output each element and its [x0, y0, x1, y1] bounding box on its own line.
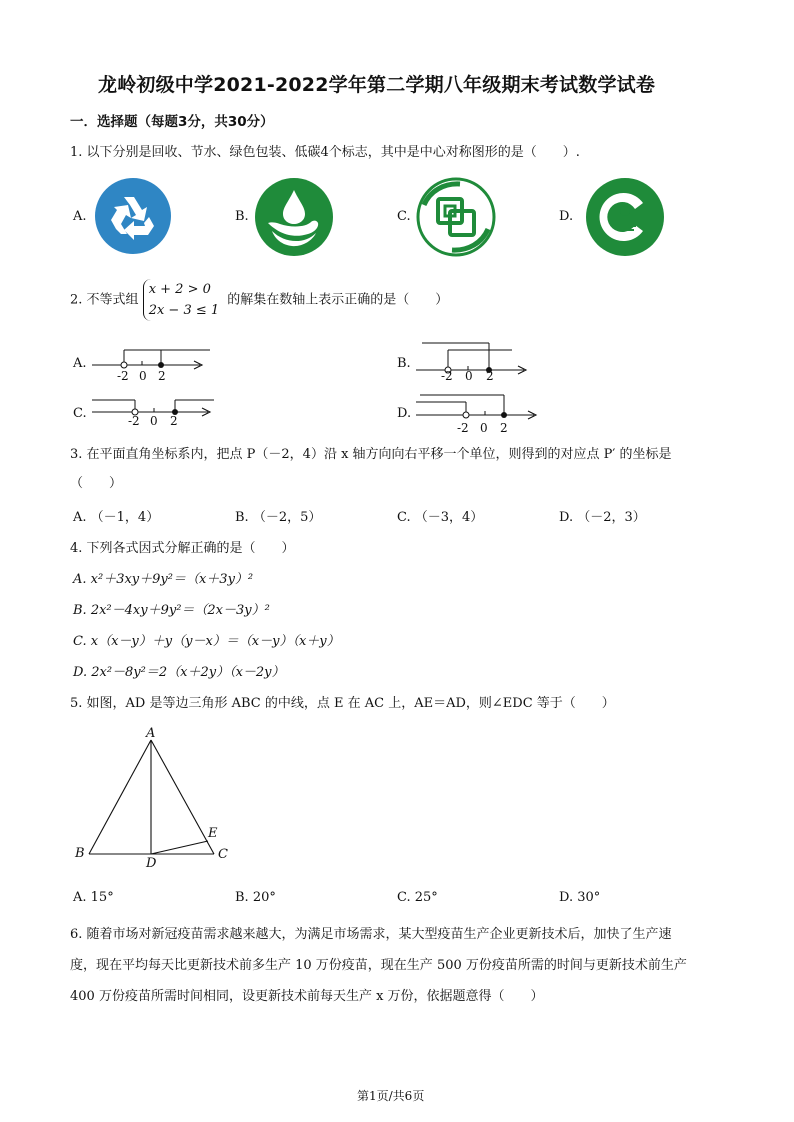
q2-stem-prefix: 2. 不等式组: [70, 292, 139, 308]
tick-label: -2: [457, 421, 469, 435]
q4-option-b[interactable]: B. 2x²－4xy＋9y²＝（2x－3y）²: [73, 603, 270, 618]
tick-label: -2: [128, 414, 140, 428]
question-1-stem: 1. 以下分别是回收、节水、绿色包装、低碳4个标志，其中是中心对称图形的是（ ）.: [70, 145, 580, 160]
question-6-line-2: 度，现在平均每天比更新技术前多生产 10 万份疫苗，现在生产 500 万份疫苗所需的时间与更新技术前生产: [70, 958, 687, 973]
vertex-label-e: E: [208, 826, 218, 841]
vertex-label-a: A: [146, 726, 156, 741]
q1-option-b-label[interactable]: B.: [235, 209, 249, 224]
q3-option-d[interactable]: D. （－2，3）: [559, 510, 646, 525]
tick-label: -2: [117, 369, 129, 383]
q4-option-d[interactable]: D. 2x²－8y²＝2（x＋2y）（x－2y）: [73, 665, 285, 680]
q1-option-a-label[interactable]: A.: [73, 209, 87, 224]
tick-label: 2: [500, 421, 508, 435]
question-6-line-3: 400 万份疫苗所需时间相同，设更新技术前每天生产 x 万份，依据题意得（ ）: [70, 989, 544, 1004]
q2-option-a-label[interactable]: A.: [73, 356, 87, 371]
vertex-label-c: C: [218, 847, 228, 862]
section-header: 一．选择题（每题3分，共30分）: [70, 114, 274, 130]
water-saving-logo-icon: [254, 177, 334, 261]
tick-label: 2: [486, 369, 494, 383]
page-title: 龙岭初级中学2021-2022学年第二学期八年级期末考试数学试卷: [98, 74, 656, 96]
q2-stem-suffix: 的解集在数轴上表示正确的是（ ）: [227, 292, 449, 308]
tick-label: -2: [441, 369, 453, 383]
low-carbon-logo-icon: [585, 177, 665, 261]
q5-option-c[interactable]: C. 25°: [397, 890, 438, 905]
question-4-stem: 4. 下列各式因式分解正确的是（ ）: [70, 541, 295, 556]
q2-option-b-label[interactable]: B.: [397, 356, 411, 371]
q1-option-d-label[interactable]: D.: [559, 209, 574, 224]
q2-option-d-label[interactable]: D.: [397, 406, 412, 421]
q5-option-b[interactable]: B. 20°: [235, 890, 276, 905]
vertex-label-d: D: [146, 856, 157, 871]
recycle-logo-icon: [94, 177, 172, 259]
question-3-stem-blank: （ ）: [70, 476, 123, 491]
tick-label: 2: [170, 414, 178, 428]
tick-label: 0: [150, 414, 158, 428]
q3-option-b[interactable]: B. （－2，5）: [235, 510, 322, 525]
q2-option-c-label[interactable]: C.: [73, 406, 87, 421]
q5-option-a[interactable]: A. 15°: [73, 890, 114, 905]
question-6-line-1: 6. 随着市场对新冠疫苗需求越来越大，为满足市场需求，某大型疫苗生产企业更新技术后，加快了生产速: [70, 927, 672, 942]
q5-option-d[interactable]: D. 30°: [559, 890, 601, 905]
q3-option-c[interactable]: C. （－3，4）: [397, 510, 484, 525]
page-footer: 第1页/共6页: [357, 1089, 425, 1103]
vertex-label-b: B: [75, 846, 85, 861]
number-line-d: [414, 392, 540, 424]
tick-label: 0: [465, 369, 473, 383]
question-5-stem: 5. 如图，AD 是等边三角形 ABC 的中线，点 E 在 AC 上，AE＝AD，则∠EDC 等于（ ）: [70, 696, 615, 711]
q4-option-c[interactable]: C. x（x－y）＋y（y－x）＝（x－y）（x＋y）: [73, 634, 340, 649]
number-line-b: [414, 340, 534, 390]
q1-option-c-label[interactable]: C.: [397, 209, 411, 224]
inequality-system: [143, 279, 223, 321]
number-line-a: [90, 340, 210, 390]
q3-option-a[interactable]: A. （－1，4）: [73, 510, 160, 525]
inequality-line-2: 2x − 3 ≤ 1: [148, 303, 220, 318]
question-2-stem: [70, 279, 448, 321]
question-3-stem: 3. 在平面直角坐标系内，把点 P（－2，4）沿 x 轴方向向右平移一个单位，则得到的对应点 P′ 的坐标是: [70, 447, 672, 462]
inequality-line-1: x + 2 > 0: [148, 282, 211, 297]
tick-label: 0: [139, 369, 147, 383]
tick-label: 0: [480, 421, 488, 435]
green-package-logo-icon: [416, 177, 496, 261]
tick-label: 2: [158, 369, 166, 383]
q4-option-a[interactable]: A. x²＋3xy＋9y²＝（x＋3y）²: [73, 572, 254, 587]
